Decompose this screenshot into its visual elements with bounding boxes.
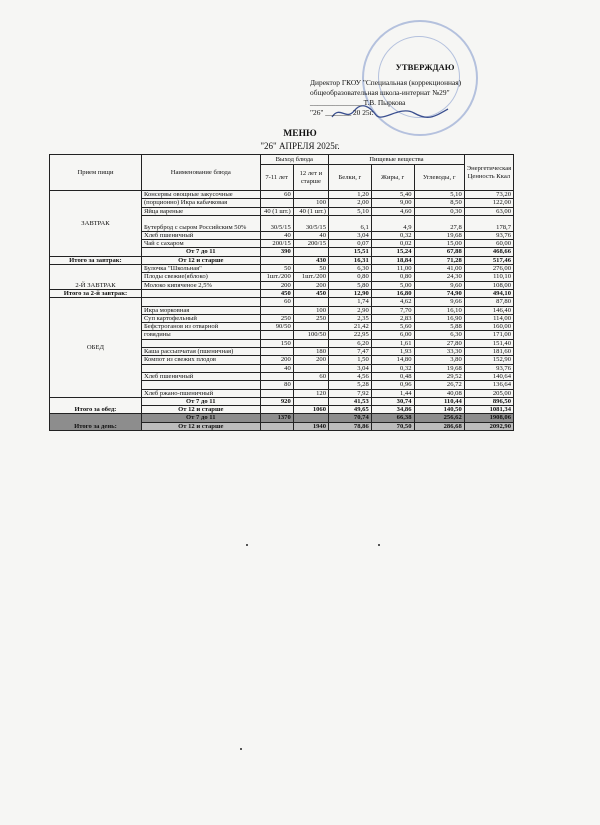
- yield-b: 60: [293, 372, 328, 380]
- protein: 49,65: [329, 406, 372, 414]
- header-protein: Белки, г: [329, 165, 372, 191]
- carbs: 5,10: [414, 191, 464, 199]
- protein: 7,92: [329, 389, 372, 397]
- energy: 114,00: [464, 314, 513, 322]
- header-yield-b: 12 лет и старше: [293, 165, 328, 191]
- table-row: [50, 265, 514, 273]
- yield-b: 200: [293, 281, 328, 289]
- dish-name: Чай с сахаром: [141, 240, 260, 248]
- fat: 5,00: [371, 281, 414, 289]
- yield-a: [260, 422, 293, 430]
- menu-table: [49, 154, 514, 431]
- fat: 0,32: [371, 364, 414, 372]
- protein: 41,53: [329, 397, 372, 405]
- protein: 7,47: [329, 348, 372, 356]
- fat: 0,48: [371, 372, 414, 380]
- protein: 5,28: [329, 381, 372, 389]
- energy: 205,00: [464, 389, 513, 397]
- energy: 136,64: [464, 381, 513, 389]
- carbs: 71,28: [414, 256, 464, 264]
- yield-a: [260, 306, 293, 314]
- yield-a: 40: [260, 231, 293, 239]
- energy: 87,80: [464, 298, 513, 306]
- yield-b: 30/5/15: [293, 215, 328, 231]
- energy: 146,40: [464, 306, 513, 314]
- dish-name: Булочка "Школьная": [141, 265, 260, 273]
- yield-b: 40: [293, 231, 328, 239]
- fat: 0,02: [371, 240, 414, 248]
- dish-name: [141, 364, 260, 372]
- yield-b: [293, 248, 328, 256]
- yield-a: 1шт./200: [260, 273, 293, 281]
- dish-name: Икра морковная: [141, 306, 260, 314]
- protein: 1,74: [329, 298, 372, 306]
- header-nutrients: Пищевые вещества: [329, 155, 465, 165]
- dish-name: [141, 381, 260, 389]
- dish-name: Компот из свежих плодов: [141, 356, 260, 364]
- fat: 18,84: [371, 256, 414, 264]
- protein: 3,04: [329, 364, 372, 372]
- fat: 16,80: [371, 289, 414, 297]
- header-carbs: Углеводы, г: [414, 165, 464, 191]
- energy: 171,00: [464, 331, 513, 339]
- energy: 1081,34: [464, 406, 513, 414]
- header-yield-a: 7-11 лет: [260, 165, 293, 191]
- yield-a: [260, 331, 293, 339]
- protein: 1,20: [329, 191, 372, 199]
- yield-b: 250: [293, 314, 328, 322]
- energy: 122,00: [464, 199, 513, 207]
- subtotal-label: От 12 и старше: [141, 406, 260, 414]
- fat: 6,00: [371, 331, 414, 339]
- dish-name: Суп картофельный: [141, 314, 260, 322]
- yield-a: [260, 389, 293, 397]
- energy: 2092,90: [464, 422, 513, 430]
- yield-b: 100: [293, 306, 328, 314]
- meal-second-breakfast: 2-Й ЗАВТРАК: [50, 265, 142, 290]
- protein: 6,1: [329, 215, 372, 231]
- carbs: 16,90: [414, 314, 464, 322]
- yield-a: 40: [260, 364, 293, 372]
- yield-b: [293, 298, 328, 306]
- carbs: 15,00: [414, 240, 464, 248]
- yield-a: 920: [260, 397, 293, 405]
- total-label: Итого за завтрак:: [50, 256, 142, 264]
- carbs: 33,30: [414, 348, 464, 356]
- fat: 11,00: [371, 265, 414, 273]
- protein: 6,20: [329, 339, 372, 347]
- fat: 66,38: [371, 414, 414, 422]
- energy: 178,7: [464, 215, 513, 231]
- header-fat: Жиры, г: [371, 165, 414, 191]
- fat: 0,32: [371, 231, 414, 239]
- table-row: [50, 289, 514, 297]
- fat: 5,60: [371, 323, 414, 331]
- yield-a: 30/5/15: [260, 215, 293, 231]
- protein: 70,74: [329, 414, 372, 422]
- protein: 6,30: [329, 265, 372, 273]
- subtotal-label: [141, 289, 260, 297]
- yield-b: [293, 364, 328, 372]
- carbs: 27,80: [414, 339, 464, 347]
- yield-b: 1шт./200: [293, 273, 328, 281]
- energy: 160,00: [464, 323, 513, 331]
- dish-name: [141, 339, 260, 347]
- protein: 2,35: [329, 314, 372, 322]
- protein: 3,04: [329, 231, 372, 239]
- yield-a: [260, 256, 293, 264]
- dish-name: Плоды свежие(яблоко): [141, 273, 260, 281]
- table-row: [50, 414, 514, 422]
- yield-a: 200: [260, 356, 293, 364]
- fat: 4,62: [371, 298, 414, 306]
- protein: 2,90: [329, 306, 372, 314]
- yield-b: 100/50: [293, 331, 328, 339]
- yield-a: 200: [260, 281, 293, 289]
- fat: 1,93: [371, 348, 414, 356]
- dish-name: [141, 298, 260, 306]
- protein: 16,31: [329, 256, 372, 264]
- energy: 140,64: [464, 372, 513, 380]
- fat: 2,83: [371, 314, 414, 322]
- total-label: Итого за 2-й завтрак:: [50, 289, 142, 297]
- energy: 73,20: [464, 191, 513, 199]
- header-yield: Выход блюда: [260, 155, 328, 165]
- carbs: 26,72: [414, 381, 464, 389]
- dish-name: Консервы овощные закусочные: [141, 191, 260, 199]
- dish-name: Хлеб ржано-пшеничный: [141, 389, 260, 397]
- dish-name: Бефстроганов из отварной: [141, 323, 260, 331]
- menu-date: "26" АПРЕЛЯ 2025г.: [260, 141, 340, 151]
- yield-b: [293, 397, 328, 405]
- yield-a: 450: [260, 289, 293, 297]
- carbs: 140,50: [414, 406, 464, 414]
- yield-b: 200/15: [293, 240, 328, 248]
- yield-b: 100: [293, 199, 328, 207]
- carbs: 67,88: [414, 248, 464, 256]
- energy: 468,66: [464, 248, 513, 256]
- carbs: 256,62: [414, 414, 464, 422]
- energy: 896,50: [464, 397, 513, 405]
- energy: 110,10: [464, 273, 513, 281]
- carbs: 24,30: [414, 273, 464, 281]
- approval-line-4: "26" _______ 20 25г.: [310, 108, 374, 117]
- fat: 9,00: [371, 199, 414, 207]
- yield-a: 90/50: [260, 323, 293, 331]
- yield-b: 430: [293, 256, 328, 264]
- dish-name: Бутерброд с сыром Российским 50%: [141, 215, 260, 231]
- energy: 152,90: [464, 356, 513, 364]
- fat: 30,74: [371, 397, 414, 405]
- header-meal: Прием пищи: [50, 155, 142, 191]
- yield-b: 180: [293, 348, 328, 356]
- approval-title: УТВЕРЖДАЮ: [395, 62, 455, 72]
- yield-b: [293, 381, 328, 389]
- carbs: 6,30: [414, 331, 464, 339]
- total-label: Итого за день:: [50, 414, 142, 431]
- yield-a: [260, 348, 293, 356]
- approval-line-2: общеобразовательная школа-интернат №29": [310, 88, 450, 97]
- yield-a: 200/15: [260, 240, 293, 248]
- yield-b: 120: [293, 389, 328, 397]
- yield-a: 150: [260, 339, 293, 347]
- yield-b: [293, 191, 328, 199]
- protein: 2,00: [329, 199, 372, 207]
- fat: 34,86: [371, 406, 414, 414]
- protein: 0,07: [329, 240, 372, 248]
- carbs: 0,30: [414, 207, 464, 215]
- yield-a: 40 (1 шт.): [260, 207, 293, 215]
- energy: 93,76: [464, 231, 513, 239]
- carbs: 40,08: [414, 389, 464, 397]
- protein: 78,86: [329, 422, 372, 430]
- speck: [240, 748, 242, 750]
- yield-a: 80: [260, 381, 293, 389]
- meal-lunch: ОБЕД: [50, 298, 142, 398]
- dish-name: (порционно) Икра кабачковая: [141, 199, 260, 207]
- table-row: [50, 191, 514, 199]
- energy: 63,00: [464, 207, 513, 215]
- carbs: 3,80: [414, 356, 464, 364]
- yield-b: 450: [293, 289, 328, 297]
- yield-a: 60: [260, 191, 293, 199]
- fat: 4,60: [371, 207, 414, 215]
- carbs: 9,60: [414, 281, 464, 289]
- protein: 21,42: [329, 323, 372, 331]
- table-row: [50, 298, 514, 306]
- fat: 5,40: [371, 191, 414, 199]
- energy: 93,76: [464, 364, 513, 372]
- energy: 181,60: [464, 348, 513, 356]
- table-row: [50, 397, 514, 405]
- protein: 5,80: [329, 281, 372, 289]
- carbs: 41,00: [414, 265, 464, 273]
- fat: 14,80: [371, 356, 414, 364]
- energy: 108,00: [464, 281, 513, 289]
- meal-breakfast: ЗАВТРАК: [50, 191, 142, 257]
- yield-b: [293, 339, 328, 347]
- total-label: Итого за обед:: [50, 397, 142, 414]
- yield-b: [293, 323, 328, 331]
- protein: 4,56: [329, 372, 372, 380]
- fat: 70,50: [371, 422, 414, 430]
- yield-b: 40 (1 шт.): [293, 207, 328, 215]
- protein: 0,80: [329, 273, 372, 281]
- yield-a: 250: [260, 314, 293, 322]
- fat: 0,96: [371, 381, 414, 389]
- subtotal-label: От 12 и старше: [141, 256, 260, 264]
- protein: 1,50: [329, 356, 372, 364]
- approval-line-1: Директор ГКОУ "Специальная (коррекционная): [310, 78, 462, 87]
- speck: [246, 544, 248, 546]
- carbs: 286,68: [414, 422, 464, 430]
- protein: 15,51: [329, 248, 372, 256]
- header-dish: Наименование блюда: [141, 155, 260, 191]
- yield-a: 60: [260, 298, 293, 306]
- subtotal-label: От 12 и старше: [141, 422, 260, 430]
- table-row: [50, 256, 514, 264]
- protein: 22,95: [329, 331, 372, 339]
- fat: 4,9: [371, 215, 414, 231]
- dish-name: Хлеб пшеничный: [141, 231, 260, 239]
- dish-name: говядины: [141, 331, 260, 339]
- carbs: 5,88: [414, 323, 464, 331]
- energy: 494,10: [464, 289, 513, 297]
- yield-a: [260, 406, 293, 414]
- yield-b: 200: [293, 356, 328, 364]
- carbs: 16,10: [414, 306, 464, 314]
- carbs: 29,52: [414, 372, 464, 380]
- yield-b: 1940: [293, 422, 328, 430]
- menu-title: МЕНЮ: [283, 129, 317, 139]
- yield-b: [293, 414, 328, 422]
- carbs: 27,8: [414, 215, 464, 231]
- carbs: 9,66: [414, 298, 464, 306]
- subtotal-label: От 7 до 11: [141, 397, 260, 405]
- energy: 517,46: [464, 256, 513, 264]
- approval-line-3: ______________ Т.В. Пыркова: [310, 98, 406, 107]
- fat: 15,24: [371, 248, 414, 256]
- energy: 1908,06: [464, 414, 513, 422]
- carbs: 110,44: [414, 397, 464, 405]
- fat: 1,61: [371, 339, 414, 347]
- yield-b: 1060: [293, 406, 328, 414]
- dish-name: Молоко кипяченое 2,5%: [141, 281, 260, 289]
- subtotal-label: От 7 до 11: [141, 414, 260, 422]
- fat: 0,80: [371, 273, 414, 281]
- yield-a: [260, 372, 293, 380]
- carbs: 19,68: [414, 364, 464, 372]
- dish-name: Хлеб пшеничный: [141, 372, 260, 380]
- carbs: 19,68: [414, 231, 464, 239]
- yield-a: 1370: [260, 414, 293, 422]
- yield-b: 50: [293, 265, 328, 273]
- carbs: 74,90: [414, 289, 464, 297]
- yield-a: [260, 199, 293, 207]
- energy: 151,40: [464, 339, 513, 347]
- subtotal-label: От 7 до 11: [141, 248, 260, 256]
- yield-a: 50: [260, 265, 293, 273]
- approval-block: [310, 62, 540, 118]
- header-energy: Энергетическая Ценность Ккал: [464, 155, 513, 191]
- dish-name: Каша рассыпчатая (пшеничная): [141, 348, 260, 356]
- fat: 1,44: [371, 389, 414, 397]
- energy: 60,00: [464, 240, 513, 248]
- protein: 5,10: [329, 207, 372, 215]
- carbs: 8,50: [414, 199, 464, 207]
- protein: 12,90: [329, 289, 372, 297]
- yield-a: 390: [260, 248, 293, 256]
- speck: [378, 544, 380, 546]
- fat: 7,70: [371, 306, 414, 314]
- dish-name: Яйца вареные: [141, 207, 260, 215]
- energy: 276,00: [464, 265, 513, 273]
